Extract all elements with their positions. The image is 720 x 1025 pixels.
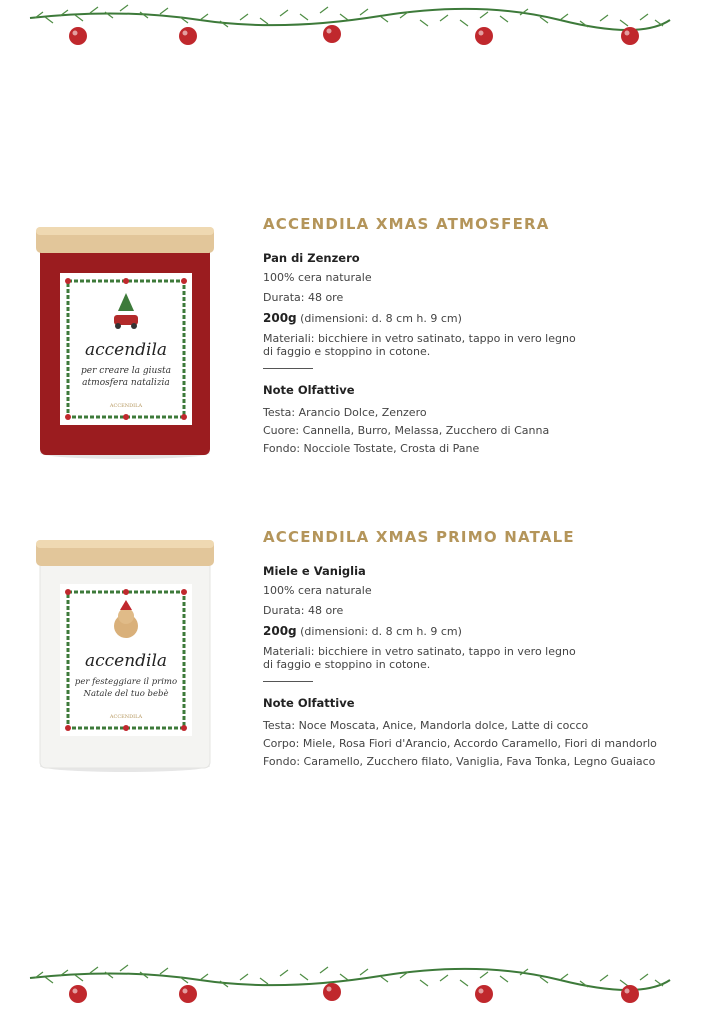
label-line-2: Natale del tuo bebè <box>83 689 169 699</box>
product-materials-1: Materiali: bicchiere in vetro satinato, tappo in vero legno <box>263 332 576 345</box>
product-title: ACCENDILA XMAS PRIMO NATALE <box>263 528 575 546</box>
notes-heading: Note Olfattive <box>263 696 355 710</box>
note-base: Fondo: Nocciole Tostate, Crosta di Pane <box>263 442 480 455</box>
candle-jar-red-image <box>30 215 220 465</box>
candle-jar-white-image <box>30 528 220 778</box>
product-dimensions: (dimensioni: d. 8 cm h. 9 cm) <box>296 312 462 325</box>
product-size <box>263 311 703 325</box>
product-fragrance: Pan di Zenzero <box>263 251 360 265</box>
note-heart: Cuore: Cannella, Burro, Melassa, Zucchero di Canna <box>263 424 550 437</box>
label-line-1: per festeggiare il primo <box>74 677 178 687</box>
product-info <box>263 528 703 773</box>
divider <box>263 368 313 369</box>
note-top: Testa: Noce Moscata, Anice, Mandorla dolce, Latte di cocco <box>263 719 589 732</box>
label-brand: ACCENDILA <box>109 714 143 720</box>
label-script-text: accendila <box>84 651 168 671</box>
product-wax: 100% cera naturale <box>263 584 372 597</box>
product-size <box>263 624 703 638</box>
product-info <box>263 215 703 460</box>
label-line-1: per creare la giusta <box>81 366 171 376</box>
label-line-2: atmosfera natalizia <box>82 378 170 388</box>
product-materials-2: di faggio e stoppino in cotone. <box>263 658 431 671</box>
product-duration: Durata: 48 ore <box>263 291 344 304</box>
product-dimensions: (dimensioni: d. 8 cm h. 9 cm) <box>296 625 462 638</box>
product-duration: Durata: 48 ore <box>263 604 344 617</box>
product-weight: 200g <box>263 311 297 325</box>
label-brand: ACCENDILA <box>109 403 143 409</box>
note-base: Fondo: Caramello, Zucchero filato, Vaniglia, Fava Tonka, Legno Guaiaco <box>263 755 656 768</box>
note-top: Testa: Arancio Dolce, Zenzero <box>263 406 427 419</box>
top-garland-decoration <box>0 0 720 60</box>
product-materials-2: di faggio e stoppino in cotone. <box>263 345 431 358</box>
note-heart: Corpo: Miele, Rosa Fiori d'Arancio, Accordo Caramello, Fiori di mandorlo <box>263 737 657 750</box>
bottom-garland-decoration <box>0 960 720 1020</box>
product-materials-1: Materiali: bicchiere in vetro satinato, tappo in vero legno <box>263 645 576 658</box>
notes-heading: Note Olfattive <box>263 383 355 397</box>
product-weight: 200g <box>263 624 297 638</box>
divider <box>263 681 313 682</box>
product-title: ACCENDILA XMAS ATMOSFERA <box>263 215 550 233</box>
product-fragrance: Miele e Vaniglia <box>263 564 366 578</box>
product-wax: 100% cera naturale <box>263 271 372 284</box>
label-script-text: accendila <box>84 340 168 360</box>
